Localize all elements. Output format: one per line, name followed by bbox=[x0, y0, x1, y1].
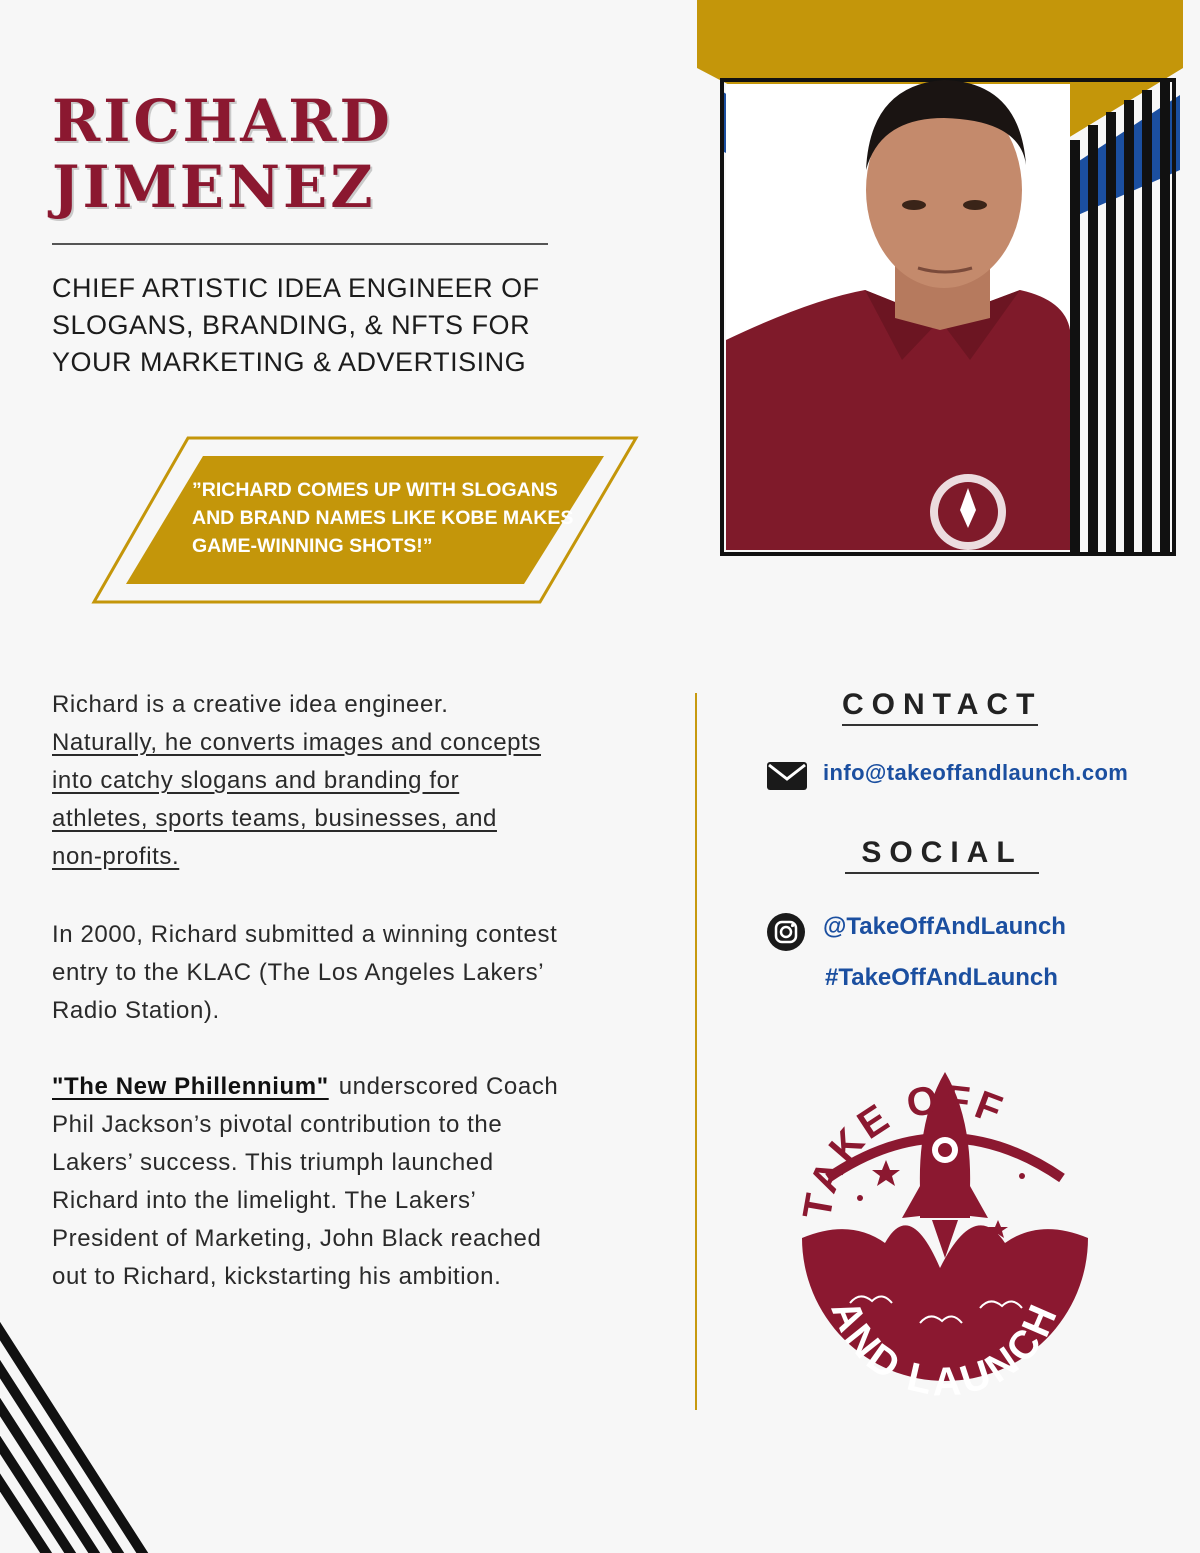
quote-line: ”RICHARD COMES UP WITH SLOGANS bbox=[192, 479, 558, 501]
bio-line: Richard is a creative idea engineer. bbox=[52, 691, 449, 718]
bio-line: underscored Coach bbox=[338, 1073, 559, 1100]
portrait-photo bbox=[726, 80, 1070, 550]
bio-line: entry to the KLAC (The Los Angeles Lakers’ bbox=[52, 959, 545, 986]
logo-bottom-text: AND LAUNCH bbox=[822, 1294, 1068, 1398]
contact-heading: CONTACT bbox=[842, 688, 1043, 721]
envelope-icon bbox=[766, 760, 808, 792]
job-title-line: YOUR MARKETING & ADVERTISING bbox=[52, 347, 527, 377]
bio-line: Richard into the limelight. The Lakers’ bbox=[52, 1187, 477, 1214]
take-off-and-launch-logo bbox=[790, 1068, 1100, 1398]
quote-line: AND BRAND NAMES LIKE KOBE MAKES bbox=[192, 507, 574, 529]
bio-line: Phil Jackson’s pivotal contribution to the bbox=[52, 1111, 503, 1138]
bio-link-line[interactable]: Naturally, he converts images and concepts bbox=[52, 729, 541, 756]
bio-paragraph-phillennium bbox=[52, 1068, 612, 1296]
instagram-handle-link[interactable]: @TakeOffAndLaunch bbox=[823, 913, 1066, 940]
bio-line: Lakers’ success. This triumph launched bbox=[52, 1149, 494, 1176]
job-title bbox=[52, 270, 612, 381]
logo-top-text: TAKE OFF bbox=[795, 1077, 1012, 1223]
portrait-frame bbox=[690, 0, 1200, 570]
bio-paragraph-intro bbox=[52, 686, 612, 876]
job-title-line: CHIEF ARTISTIC IDEA ENGINEER OF bbox=[52, 273, 540, 303]
bio-first-line bbox=[52, 1068, 612, 1106]
name-divider bbox=[52, 243, 548, 245]
bio-paragraph-contest bbox=[52, 916, 612, 1030]
quote-text bbox=[192, 476, 592, 560]
quote-line: GAME-WINNING SHOTS!” bbox=[192, 535, 433, 557]
svg-text:TAKE OFF bbox=[795, 1077, 1011, 1222]
instagram-icon[interactable] bbox=[766, 912, 806, 952]
person-name bbox=[52, 88, 393, 220]
contact-underline bbox=[842, 724, 1038, 726]
social-heading: SOCIAL bbox=[861, 836, 1023, 869]
bio-link-line[interactable]: athletes, sports teams, businesses, and bbox=[52, 805, 497, 832]
phillennium-link[interactable]: "The New Phillennium" bbox=[52, 1073, 329, 1100]
bio-link-line[interactable]: into catchy slogans and branding for bbox=[52, 767, 460, 794]
name-last: JIMENEZ bbox=[52, 153, 376, 221]
email-link[interactable]: info@takeoffandlaunch.com bbox=[823, 760, 1129, 785]
bio-line: Radio Station). bbox=[52, 997, 220, 1024]
column-divider bbox=[695, 693, 697, 1410]
name-first: RICHARD bbox=[52, 87, 393, 155]
corner-stripes-decoration bbox=[0, 1290, 170, 1553]
hashtag-link[interactable]: #TakeOffAndLaunch bbox=[825, 964, 1058, 991]
bio-line: out to Richard, kickstarting his ambition. bbox=[52, 1263, 502, 1290]
job-title-line: SLOGANS, BRANDING, & NFTS FOR bbox=[52, 310, 531, 340]
bio-link-line[interactable]: non-profits. bbox=[52, 843, 180, 870]
bio-line: In 2000, Richard submitted a winning contest bbox=[52, 921, 558, 948]
bio-line: President of Marketing, John Black reached bbox=[52, 1225, 542, 1252]
social-underline bbox=[845, 872, 1039, 874]
